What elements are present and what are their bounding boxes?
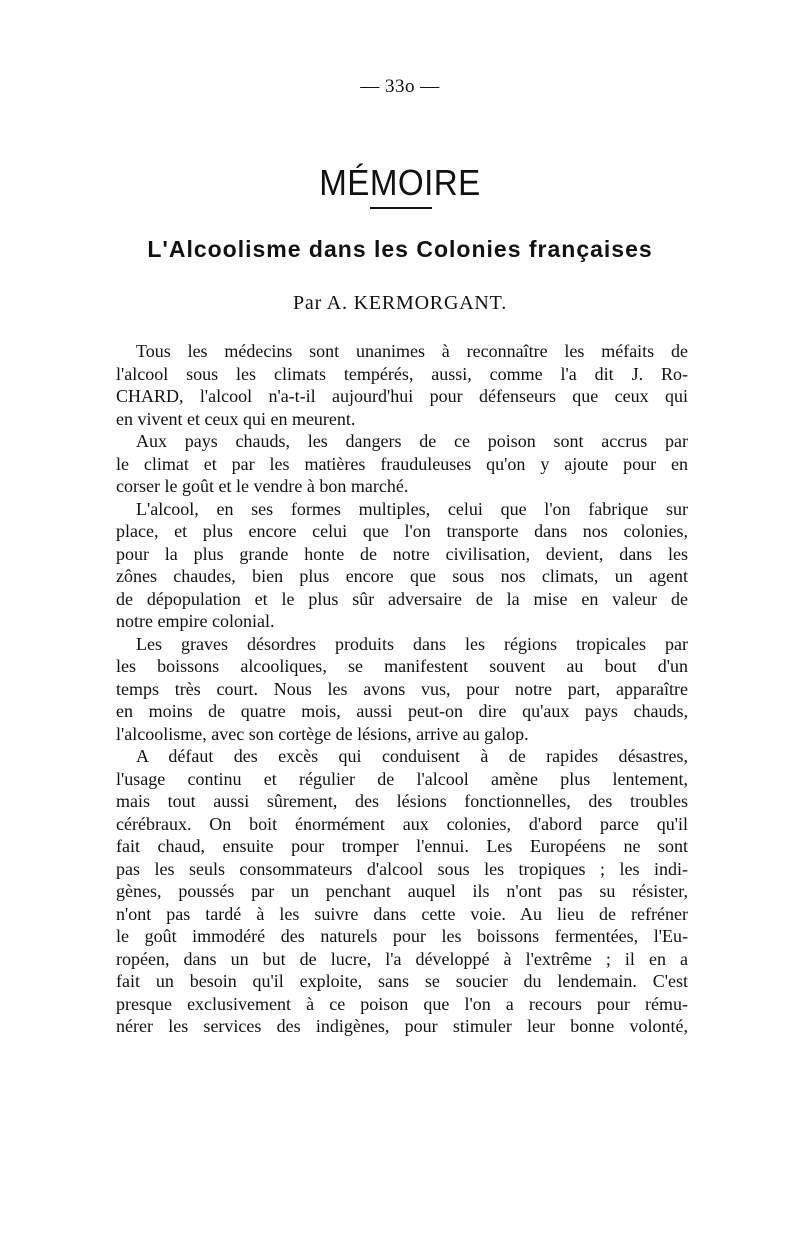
body-line: corser le goût et le vendre à bon marché.	[116, 476, 409, 496]
body-line: l'alcoolisme, avec son cortège de lésions, arrive au galop.	[116, 723, 529, 744]
body-line: notre empire colonial.	[116, 611, 275, 631]
body-line: l'usage continu et régulier de l'alcool amène plus lentement,	[116, 768, 688, 789]
body-line: place, et plus encore celui que l'on transporte dans nos colonies,	[116, 521, 688, 541]
body-line: nérer les services des indigènes, pour stimuler leur bonne volonté,	[116, 1016, 688, 1036]
body-line: de dépopulation et le plus sûr adversaire de la mise en valeur de	[116, 588, 688, 609]
title-rule	[370, 207, 432, 209]
body-line: en vivent et ceux qui en meurent.	[116, 408, 356, 429]
body-line: fait chaud, ensuite pour tromper l'ennui. Les Européens ne sont	[116, 836, 688, 856]
body-line: A défaut des excès qui conduisent à de rapides désastres,	[136, 746, 688, 766]
body-line: les boissons alcooliques, se manifestent souvent au bout d'un	[116, 656, 688, 676]
body-line: n'ont pas tardé à les suivre dans cette voie. Au lieu de refréner	[116, 903, 688, 924]
body-line: fait un besoin qu'il exploite, sans se soucier du lendemain. C'est	[116, 971, 688, 991]
article-body	[116, 340, 688, 1038]
body-line: en moins de quatre mois, aussi peut-on dire qu'aux pays chauds,	[116, 701, 688, 721]
body-line: presque exclusivement à ce poison que l'on a recours pour rému-	[116, 993, 688, 1014]
body-line: mais tout aussi sûrement, des lésions fonctionnelles, des troubles	[116, 791, 688, 811]
body-line: Tous les médecins sont unanimes à reconnaître les méfaits de	[136, 341, 688, 361]
body-line: gènes, poussés par un penchant auquel ils n'ont pas su résister,	[116, 881, 688, 901]
body-line: CHARD, l'alcool n'a-t-il aujourd'hui pour défenseurs que ceux qui	[116, 386, 688, 406]
body-line: ropéen, dans un but de lucre, l'a développé à l'extrême ; il en a	[116, 948, 688, 969]
article-title: L'Alcoolisme dans les Colonies françaises	[147, 236, 653, 262]
body-line: temps très court. Nous les avons vus, pour notre part, apparaître	[116, 678, 688, 699]
body-line: le climat et par les matières frauduleuses qu'on y ajoute pour en	[116, 453, 688, 474]
body-line: pas les seuls consommateurs d'alcool sous les tropiques ; les indi-	[116, 858, 688, 879]
body-line: l'alcool sous les climats tempérés, aussi, comme l'a dit J. Ro-	[116, 363, 688, 384]
page-number: — 33o —	[360, 76, 440, 97]
section-title: MÉMOIRE	[319, 162, 481, 203]
body-line: zônes chaudes, bien plus encore que sous nos climats, un agent	[116, 566, 688, 586]
body-line: Aux pays chauds, les dangers de ce poison sont accrus par	[136, 431, 688, 451]
body-line: pour la plus grande honte de notre civilisation, devient, dans les	[116, 543, 688, 564]
body-line: le goût immodéré des naturels pour les boissons fermentées, l'Eu-	[116, 926, 688, 946]
body-line: cérébraux. On boit énormément aux colonies, d'abord parce qu'il	[116, 813, 688, 834]
body-line: L'alcool, en ses formes multiples, celui que l'on fabrique sur	[136, 498, 688, 519]
body-line: Les graves désordres produits dans les régions tropicales par	[136, 633, 688, 654]
byline: Par A. KERMORGANT.	[292, 292, 508, 314]
